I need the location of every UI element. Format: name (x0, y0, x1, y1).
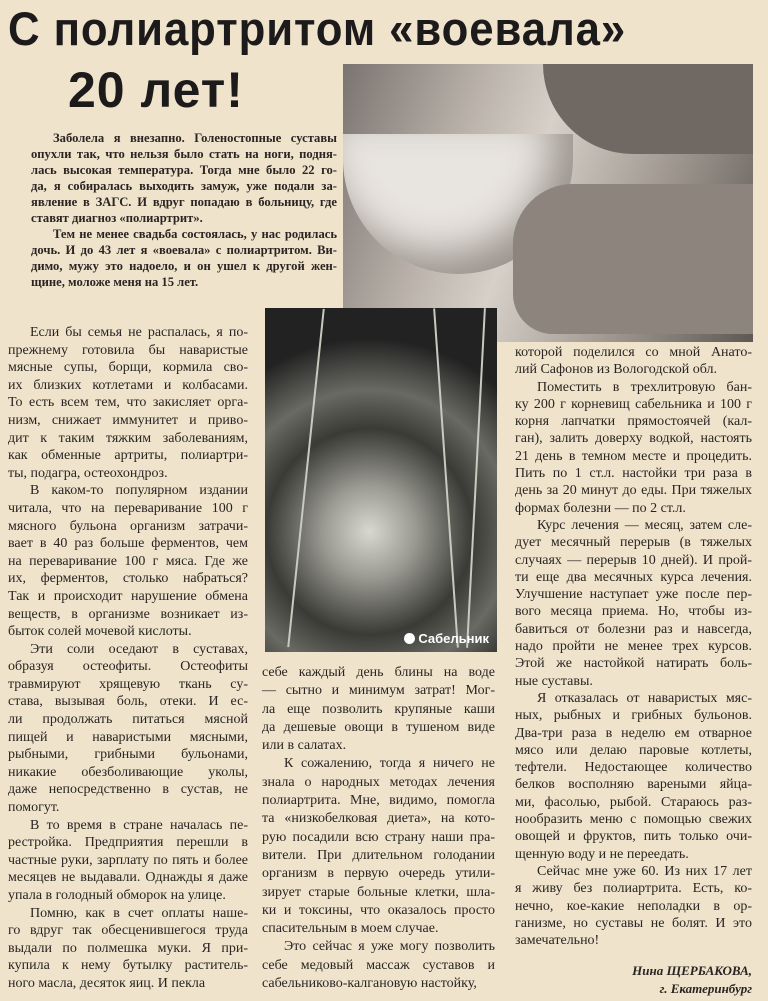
text-line: щине, моложе меня на 15 лет. (31, 275, 199, 289)
text-line: или в салатах. (262, 738, 347, 754)
article-column-right (515, 344, 752, 949)
text-line: организм в первую очередь утили- (262, 866, 495, 882)
text-line: себе каждый день блины на воде (262, 665, 495, 680)
text-line: образуя остеофиты. Остеофиты (8, 659, 248, 675)
text-line: читала, что на переваривание 100 г (8, 500, 248, 516)
text-line: травмируют хрящевую ткань су- (8, 676, 248, 692)
text-line: Сейчас мне уже 60. Из них 17 лет (537, 863, 752, 879)
text-line: мясо или делаю паровые котлеты, (515, 742, 752, 758)
text-line: их близких котлетами и колбасами. (8, 377, 248, 393)
text-line: ти еще два месячных курса лечения. (515, 569, 752, 585)
text-line: рую посадили всю страну наши пра- (262, 829, 495, 845)
text-line: Я отказалась от наваристых мяс- (537, 690, 752, 706)
text-line: овощей и фруктов, пить только очи- (515, 829, 752, 845)
text-line: месяцев не выдавали. Однажды я даже (8, 870, 248, 886)
text-line: их, ферментов, столько набраться? (8, 571, 248, 587)
text-line: Этой же настойкой натирать боль- (515, 656, 752, 672)
photo-caption-text: Сабельник (418, 631, 489, 646)
text-line: Если бы семья не распалась, я по- (30, 325, 248, 340)
text-line: мясного бульона организм затрачи- (8, 518, 248, 534)
text-line: ла еще позволить крупяные каши (262, 701, 495, 717)
article-column-middle (262, 664, 495, 993)
text-line: даже непосредственно в сустав, не (8, 782, 248, 798)
text-line: Заболела я внезапно. Голеностопные суставы (53, 131, 337, 145)
text-line: Так и происходит нарушение обмена (8, 588, 248, 604)
text-line: К сожалению, тогда я ничего не (284, 756, 495, 772)
text-line: низм, снижает иммунитет и приво- (8, 412, 248, 428)
text-line: Два-три раза в неделю ем отварное (515, 725, 752, 741)
text-line: быток солей мочевой кислоты. (8, 624, 192, 640)
text-line: ли продолжать питаться мясной (8, 712, 248, 728)
author-name: Нина ЩЕРБАКОВА, (632, 963, 752, 978)
text-line: вает в 40 раз больше ферментов, чем (8, 536, 248, 552)
text-line: формах болезни — по 2 ст.л. (515, 500, 686, 516)
text-line: на переваривание 100 г мяса. Где же (8, 553, 248, 569)
text-line: выдали по полмешка муки. Я при- (8, 940, 248, 956)
text-line: частные руки, зарплату по пять и более (8, 852, 248, 868)
text-line: я живу без полиартрита. Есть, ко- (515, 881, 752, 897)
text-line: ми, фасолью, рыбой. Стараюсь раз- (515, 794, 752, 810)
text-line: пищей и наваристыми мясными, (8, 729, 248, 745)
text-line: случаях — перерыв 10 дней). И прой- (515, 552, 752, 568)
text-line: ган), залить доверху водкой, настоять (515, 431, 752, 447)
text-line: — сытно и минимум затрат! Мог- (262, 683, 495, 699)
photo-woman-drinking-tea (343, 64, 753, 342)
text-line: рыбными, грибными бульонами, (8, 747, 248, 763)
text-line: лий Сафонов из Вологодской обл. (515, 362, 718, 378)
text-line: нообразить меню с помощью свежих (515, 812, 752, 828)
text-line: зирует старые больные клетки, шла- (262, 884, 495, 900)
text-line: веществ, в организме возникает из- (8, 606, 248, 622)
text-line: знала о народных методах лечения (262, 774, 495, 790)
article-column-left (8, 324, 248, 993)
text-line: Курс лечения — месяц, затем сле- (537, 517, 752, 533)
text-line: Помню, как в счет оплаты наше- (30, 905, 248, 921)
text-line: помогут. (8, 800, 60, 816)
text-line: мясные супы, борщи, кормила сво- (8, 360, 248, 376)
text-line: ставят диагноз «полиартрит». (31, 211, 203, 225)
text-line: нечно, кое-какие неполадки в ор- (515, 898, 752, 914)
photo-caption (404, 631, 489, 646)
author-signature (632, 962, 752, 998)
text-line: полиартрита. Мне, видимо, помогла (262, 793, 495, 809)
text-line: В каком-то популярном издании (30, 483, 248, 499)
text-line: лась высокая температура. Тогда мне было 22 го- (31, 163, 337, 177)
author-city: г. Екатеринбург (659, 981, 752, 996)
text-line: В то время в стране началась пе- (30, 817, 248, 833)
text-line: замечательно! (515, 933, 600, 949)
text-line: тефтели. Недостающее количество (515, 760, 752, 776)
text-line: вого месяца приема. Но, чтобы из- (515, 604, 752, 620)
text-line: купила к нему бутылку раститель- (8, 958, 248, 974)
text-line: да, я собиралась выходить замуж, уже подали за- (31, 179, 337, 193)
text-line: опухли так, что нельзя было стать на ноги, подня- (31, 147, 337, 161)
text-line: дует месячный перерыв (в тяжелых (515, 535, 752, 551)
text-line: ганизме, но суставы не болят. И это (515, 915, 752, 931)
text-line: Это сейчас я уже могу позволить (284, 939, 495, 955)
article-intro (31, 130, 337, 290)
text-line: Поместить в трехлитровую бан- (537, 379, 752, 395)
headline-line-1: С полиартритом «воевала» (8, 2, 627, 55)
text-line: Улучшение наступает уже после пер- (515, 587, 752, 603)
text-line: упала в голодный обморок на улице. (8, 888, 226, 903)
caption-bullet-icon (404, 633, 415, 644)
text-line: ты, подагра, остеохондроз. (8, 465, 168, 481)
text-line: бавиться от болезни раз и навсегда, (515, 621, 752, 637)
text-line: сабельниково-калгановую настойку, (262, 976, 477, 992)
headline-line-2: 20 лет! (68, 62, 244, 118)
text-line: става, вызывая боль, отеки. И ес- (8, 694, 248, 710)
text-line: щенную воду и не переедать. (515, 846, 689, 862)
text-line: Тем не менее свадьба состоялась, у нас родилась (53, 227, 337, 241)
text-line: как обменные артриты, полиартри- (8, 448, 248, 464)
text-line: димо, мужу это надоело, и он ушел к другой жен- (31, 259, 337, 273)
text-line: ки и токсины, что оказалось просто (262, 902, 495, 918)
text-line: которой поделился со мной Анато- (515, 345, 752, 360)
text-line: го вдруг так обесценившегося труда (8, 923, 248, 939)
text-line: ные суставы. (515, 673, 593, 689)
text-line: рестройка. Предприятия перешли в (8, 835, 248, 851)
text-line: себе медовый массаж суставов и (262, 957, 495, 973)
text-line: То есть всем тем, что закисляет орга- (8, 395, 248, 411)
text-line: прежнему готовила бы наваристые (8, 342, 248, 358)
text-line: дит к таким тяжким заболеваниям, (8, 430, 248, 446)
text-line: дочь. И до 43 лет я «воевала» с полиартритом. Ви- (31, 243, 337, 257)
text-line: надо пройти не менее трех курсов. (515, 639, 752, 655)
text-line: спасительным в моем случае. (262, 921, 439, 937)
text-line: день за 20 минут до еды. При тяжелых (515, 483, 752, 499)
text-line: ку 200 г корневищ сабельника и 100 г (515, 396, 752, 412)
text-line: никакие обезболивающие уколы, (8, 764, 248, 780)
text-line: ных, рыбных и грибных бульонов. (515, 708, 752, 724)
photo-cinquefoil-plant (265, 308, 497, 652)
text-line: да дешевые овощи в тушеном виде (262, 719, 495, 735)
text-line: Пить по 1 ст.л. настойки три раза в (515, 466, 752, 482)
text-line: явление в ЗАГС. И вдруг попадаю в больницу, где (31, 195, 337, 209)
text-line: ного масла, десяток яиц. И пекла (8, 975, 206, 991)
text-line: та «низкобелковая диета», на кото- (262, 811, 495, 827)
text-line: 21 день в темном месте и процедить. (515, 448, 752, 464)
text-line: корня лапчатки прямостоячей (кал- (515, 414, 752, 430)
text-line: Эти соли оседают в суставах, (30, 641, 248, 657)
text-line: вители. При длительном голодании (262, 847, 495, 863)
text-line: белков восполняю вареными яйца- (515, 777, 752, 793)
